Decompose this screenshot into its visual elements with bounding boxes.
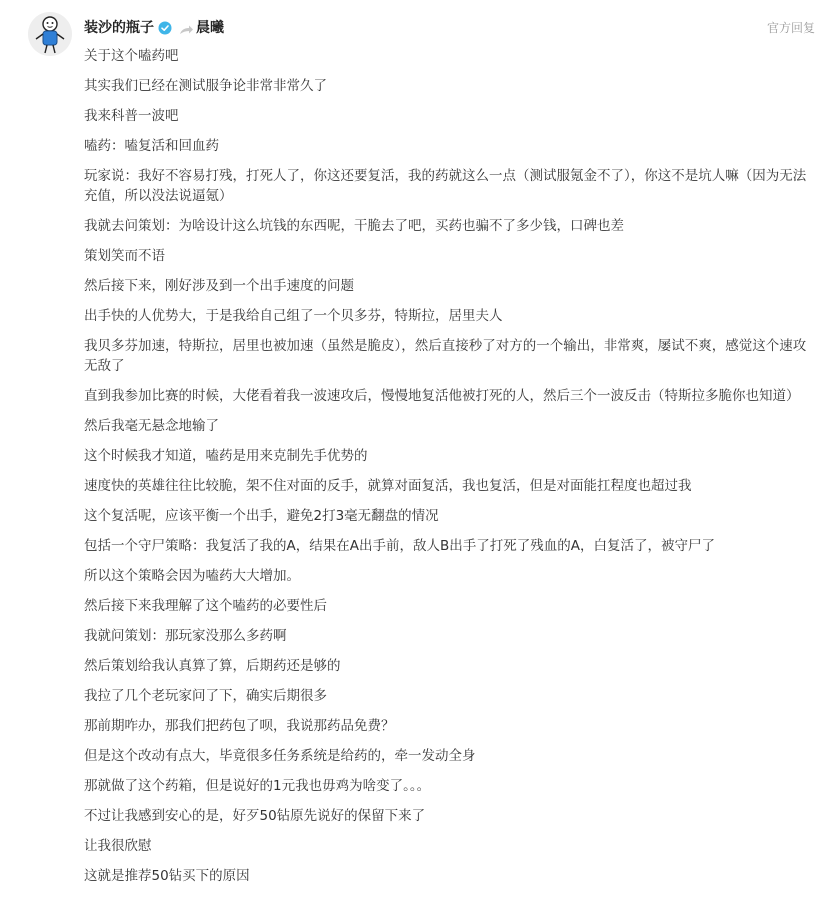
reply-content [84, 46, 818, 896]
paragraph: 那前期咋办，那我们把药包了呗，我说那药品免费？ [84, 718, 395, 734]
paragraph: 我就问策划：那玩家没那么多药啊 [84, 628, 287, 644]
paragraph: 那就做了这个药箱，但是说好的1元我也毋鸡为啥变了。。。 [84, 778, 431, 794]
paragraph: 这个时候我才知道，嗑药是用来克制先手优势的 [84, 448, 368, 464]
paragraph: 这个复活呢，应该平衡一个出手，避免2打3毫无翻盘的情况 [84, 508, 439, 524]
reply-target-name[interactable]: 晨曦 [196, 20, 224, 36]
paragraph: 然后策划给我认真算了算，后期药还是够的 [84, 658, 341, 674]
paragraph: 包括一个守尸策略：我复活了我的A，结果在A出手前，敌人B出手了打死了残血的A，白复活了，被守尸了 [84, 538, 715, 554]
paragraph: 我贝多芬加速，特斯拉，居里也被加速（虽然是脆皮），然后直接秒了对方的一个输出，非常爽，屡试不爽，感觉这个速攻无敌了 [84, 338, 807, 374]
paragraph: 不过让我感到安心的是，好歹50钻原先说好的保留下来了 [84, 808, 426, 824]
official-reply-button[interactable]: 官方回复 [766, 20, 815, 35]
paragraph: 我拉了几个老玩家问了下，确实后期很多 [84, 688, 327, 704]
paragraph: 其实我们已经在测试服争论非常非常久了 [84, 78, 327, 94]
reply-arrow-icon [178, 21, 194, 33]
paragraph: 玩家说：我好不容易打残，打死人了，你这还要复活，我的药就这么一点（测试服氪金不了），你这不是坑人嘛（因为无法充值，所以没法说逼氪） [84, 168, 807, 204]
paragraph: 关于这个嗑药吧 [84, 48, 179, 64]
paragraph: 所以这个策略会因为嗑药大大增加。 [84, 568, 300, 584]
paragraph: 嗑药：嗑复活和回血药 [84, 138, 219, 154]
reply-header [84, 16, 815, 38]
paragraph: 让我很欣慰 [84, 838, 152, 854]
username[interactable]: 装沙的瓶子 [84, 20, 154, 36]
paragraph: 速度快的英雄往往比较脆，架不住对面的反手，就算对面复活，我也复活，但是对面能扛程度也超过我 [84, 478, 692, 494]
paragraph: 然后接下来我理解了这个嗑药的必要性后 [84, 598, 327, 614]
paragraph: 出手快的人优势大，于是我给自己组了一个贝多芬，特斯拉，居里夫人 [84, 308, 503, 324]
paragraph: 直到我参加比赛的时候，大佬看着我一波速攻后，慢慢地复活他被打死的人，然后三个一波反击（特斯拉多脆你也知道） [84, 388, 800, 404]
stick-figure-avatar-icon [28, 12, 72, 56]
paragraph: 策划笑而不语 [84, 248, 165, 264]
paragraph: 我就去问策划：为啥设计这么坑钱的东西呢，干脆去了吧，买药也骗不了多少钱，口碑也差 [84, 218, 624, 234]
paragraph: 我来科普一波吧 [84, 108, 179, 124]
paragraph: 这就是推荐50钻买下的原因 [84, 868, 250, 884]
verified-check-icon [158, 20, 172, 34]
avatar[interactable] [28, 12, 72, 56]
paragraph: 但是这个改动有点大，毕竟很多任务系统是给药的，牵一发动全身 [84, 748, 476, 764]
paragraph: 然后我毫无悬念地输了 [84, 418, 219, 434]
paragraph: 然后接下来，刚好涉及到一个出手速度的问题 [84, 278, 354, 294]
